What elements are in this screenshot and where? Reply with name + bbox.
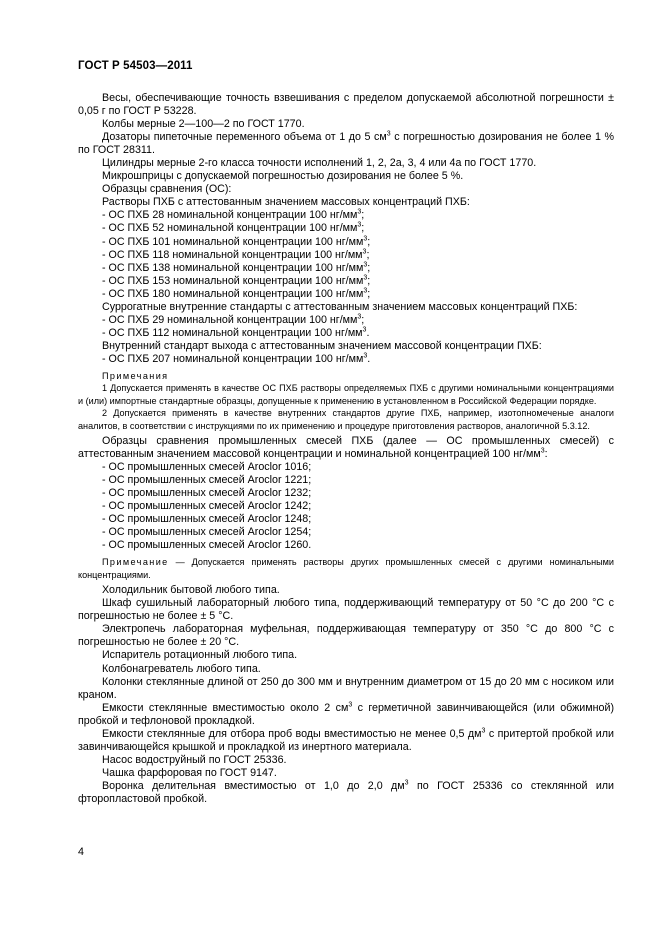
paragraph-funnel: Воронка делительная вместимостью от 1,0 до 2,0 $дм^3$ по ГОСТ 25336 со стеклянной или фторопластовой пробкой. [78, 779, 614, 805]
paragraph-industrial-mixtures: Образцы сравнения промышленных смесей ПХБ (далее — ОС промышленных смесей) с аттестованным значением массовой концентрации и номинальной концентрацией 100 $нг/мм^3$: [78, 435, 614, 461]
page-content [78, 92, 614, 806]
list-item: - ОС промышленных смесей Aroclor 1221; [102, 474, 312, 487]
note-item: 2 Допускается применять в качестве внутренних стандартов другие ПХБ, например, изотопномеченые аналоги аналитов, в соответствии с инструкциями по их применению и процедуре приготовления растворов, аналогичной 5.3.12. [78, 408, 614, 431]
pcb-reference-list [78, 209, 614, 300]
paragraph-surrogate-standards: Суррогатные внутренние стандарты с аттестованным значением массовых концентраций ПХБ: [102, 300, 578, 313]
list-item: - ОС ПХБ 101 номинальной концентрации 100 $нг/мм^3$; [102, 234, 371, 248]
list-item: - ОС ПХБ 29 номинальной концентрации 100 $нг/мм^3$; [102, 313, 365, 326]
list-item: - ОС ПХБ 138 номинальной концентрации 100 $нг/мм^3$; [102, 261, 371, 274]
notes-title: Примечания [102, 370, 169, 381]
paragraph-cylinders: Цилиндры мерные 2-го класса точности исполнений 1, 2, 2а, 3, 4 или 4а по ГОСТ 1770. [102, 157, 537, 170]
list-item: - ОС ПХБ 52 номинальной концентрации 100 $нг/мм^3$; [102, 221, 365, 235]
aroclor-list [78, 461, 614, 552]
paragraph-heater: Колбонагреватель любого типа. [102, 662, 261, 675]
list-item: - ОС промышленных смесей Aroclor 1232; [102, 487, 312, 500]
paragraph-vessels-small: Емкости стеклянные вместимостью около 2 $см^3$ с герметичной завинчивающейся (или обжимной) пробкой и тефлоновой прокладкой. [78, 701, 614, 727]
paragraph-fridge: Холодильник бытовой любого типа. [102, 584, 280, 597]
notes-block [78, 370, 614, 432]
page-number: 4 [78, 846, 84, 858]
paragraph-microsyringes: Микрошприцы с допускаемой погрешностью дозирования не более 5 %. [102, 170, 464, 183]
paragraph-columns: Колонки стеклянные длиной от 250 до 300 мм и внутренним диаметром от 15 до 20 мм с носиком или краном. [78, 675, 614, 701]
list-item: - ОС ПХБ 153 номинальной концентрации 100 $нг/мм^3$; [102, 274, 371, 287]
paragraph-reference-samples: Образцы сравнения (ОС): [102, 183, 232, 196]
page-header-title: ГОСТ Р 54503—2011 [78, 60, 193, 72]
list-item: - ОС ПХБ 28 номинальной концентрации 100 $нг/мм^3$; [102, 208, 365, 222]
list-item: - ОС ПХБ 207 номинальной концентрации 100 $нг/мм^3$. [102, 352, 371, 365]
paragraph-furnace: Электропечь лабораторная муфельная, поддерживающая температуру от 350 °С до 800 °С с погрешностью не более ± 20 °С. [78, 623, 614, 649]
paragraph-evaporator: Испаритель ротационный любого типа. [102, 649, 298, 662]
note-item: Примечание — Допускается применять растворы других промышленных смесей с другими номинальными концентрациями. [78, 557, 614, 580]
note-label: Примечание [102, 557, 169, 568]
list-item: - ОС ПХБ 118 номинальной концентрации 100 $нг/мм^3$; [102, 248, 370, 261]
list-item: - ОС промышленных смесей Aroclor 1248; [102, 513, 312, 526]
paragraph-dispensers: Дозаторы пипеточные переменного объема от 1 до 5 $см^3$ с погрешностью дозирования не более 1 % по ГОСТ 28311. [78, 130, 614, 157]
paragraph-internal-standard: Внутренний стандарт выхода с аттестованным значением массовой концентрации ПХБ: [102, 339, 542, 352]
paragraph-scales: Весы, обеспечивающие точность взвешивания с пределом допускаемой абсолютной погрешности ± 0,05 г по ГОСТ Р 53228. [78, 92, 614, 118]
list-item: - ОС ПХБ 180 номинальной концентрации 100 $нг/мм^3$; [102, 287, 371, 300]
paragraph-cup: Чашка фарфоровая по ГОСТ 9147. [102, 766, 277, 779]
note-block [78, 556, 614, 581]
list-item: - ОС промышленных смесей Aroclor 1254; [102, 526, 312, 539]
list-item: - ОС промышленных смесей Aroclor 1016; [102, 461, 312, 474]
paragraph-pump: Насос водоструйный по ГОСТ 25336. [102, 753, 287, 766]
note-item: 1 Допускается применять в качестве ОС ПХБ растворы определяемых ПХБ с другими номинальными концентрациями и (или) импортные стандартные образцы, допущенные к применению в установленном в Российской Федерации порядке. [78, 383, 614, 406]
paragraph-pcb-solutions: Растворы ПХБ с аттестованным значением массовых концентраций ПХБ: [102, 196, 470, 209]
list-item: - ОС промышленных смесей Aroclor 1260. [102, 539, 312, 552]
paragraph-flasks: Колбы мерные 2—100—2 по ГОСТ 1770. [102, 118, 305, 131]
list-item: - ОС ПХБ 112 номинальной концентрации 100 $нг/мм^3$. [102, 326, 370, 339]
paragraph-vessels-water: Емкости стеклянные для отбора проб воды вместимостью не менее 0,5 $дм^3$ с притертой пробкой или завинчивающейся крышкой и прокладкой из инертного материала. [78, 727, 614, 753]
paragraph-oven: Шкаф сушильный лабораторный любого типа, поддерживающий температуру от 50 °С до 200 °С с погрешностью не более ± 5 °С. [78, 597, 614, 623]
list-item: - ОС промышленных смесей Aroclor 1242; [102, 500, 312, 513]
